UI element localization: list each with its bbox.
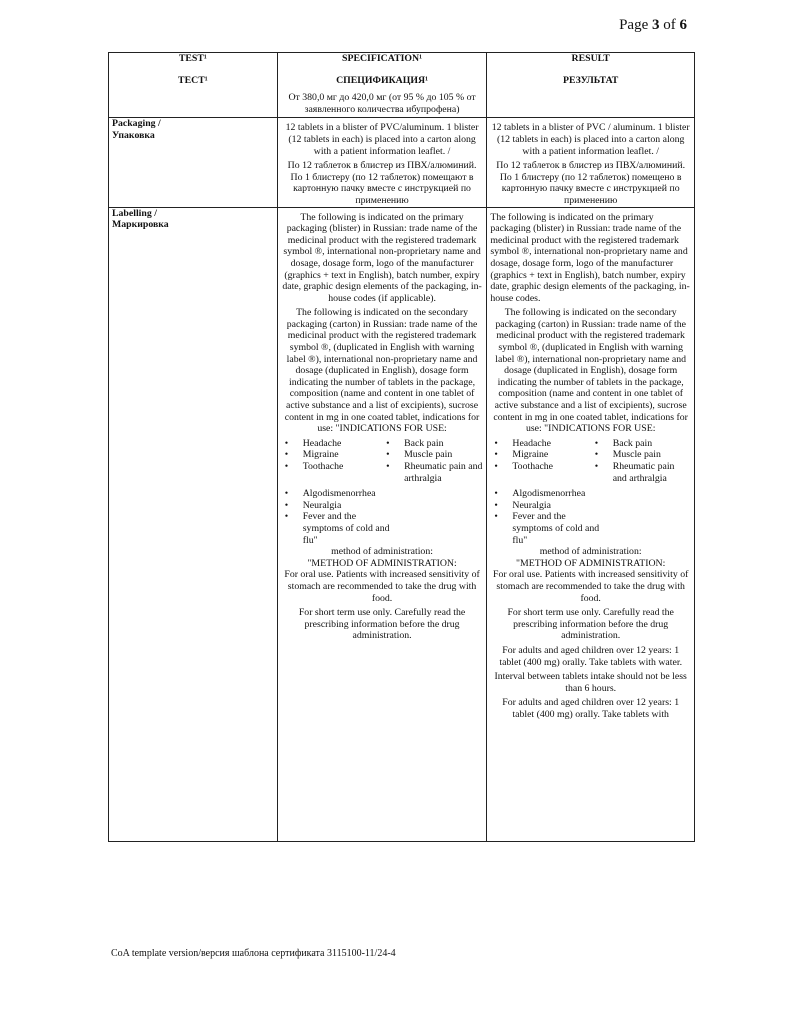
packaging-spec: 12 tablets in a blister of PVC/aluminum. 1 blister (12 tablets in each) is placed into a carton along with a patient information leaflet. / По 12 таблеток в блистер из ПВХ/алюминий. По 1 блистеру (по 12 таблеток) помещают в картонную пачку вместе с инструкцией по применению (277, 118, 487, 207)
header-specification: SPECIFICATION¹ СПЕЦИФИКАЦИЯ¹ От 380,0 мг до 420,0 мг (от 95 % до 105 % от заявленного количества ибупрофена) (277, 53, 487, 118)
table-row-labelling (109, 207, 695, 841)
packaging-result: 12 tablets in a blister of PVC / aluminum. 1 blister (12 tablets in each) is placed into a carton along with a patient information leaflet. / По 12 таблеток в блистер из ПВХ/алюминий. По 1 блистеру (по 12 таблеток) помещено в картонную пачку вместе с инструкцией по применению (487, 118, 695, 207)
indications-list: • Headache • Migraine • Toothache • Back pain • Muscle pain • Rheumatic pain and arthralgia (281, 438, 484, 484)
header-result: RESULT РЕЗУЛЬТАТ (487, 53, 695, 118)
header-test: TEST¹ ТЕСТ¹ (109, 53, 278, 118)
labelling-result: The following is indicated on the primary packaging (blister) in Russian: trade name of the medicinal product with the registered trademark symbol ®, international non-proprietary name and dosage, dosage form, logo of the manufacturer (graphics + text in English), batch number, expiry date, graphic design elements of the packaging, in-house codes. The following is indicated on the secondary packaging (carton) in Russian: trade name of the medicinal product with the registered trademark symbol ®, (duplicated in English with warning label ®), international non-proprietary name and dosage (duplicated in English), dosage form indicating the number of tablets in the package, composition (name and content in one tablet of active substance and a list of excipients), sucrose content in mg in one coated tablet, indications for use: "INDICATIONS FOR USE: • Headache • Migraine • Toothache • Back pain • Muscle pain • Rheumatic pain and arthralgia • Algodismenorrhea • Neuralgia • Fever and the symptoms of cold and flu" method of administration: "METHOD OF ADMINISTRATION: For oral use. Patients with increased sensitivity of stomach are recommended to take the drug with food. For short term use only. Carefully read the prescribing information before the drug administration. For adults and aged children over 12 years: 1 tablet (400 mg) orally. Take tablets with water. Interval between tablets intake should not be less than 6 hours. For adults and aged children over 12 years: 1 tablet (400 mg) orally. Take tablets with (487, 207, 695, 841)
indications-list: • Headache • Migraine • Toothache • Back pain • Muscle pain • Rheumatic pain and arthralgia (490, 438, 691, 484)
footer-template-version: CoA template version/версия шаблона сертификата 3115100-11/24-4 (111, 948, 396, 959)
spec-continuation: От 380,0 мг до 420,0 мг (от 95 % до 105 % от заявленного количества ибупрофена) (288, 92, 476, 115)
coa-table (108, 52, 695, 842)
table-header-row (109, 53, 695, 118)
labelling-label: Labelling / Маркировка (109, 207, 278, 841)
labelling-spec: The following is indicated on the primary packaging (blister) in Russian: trade name of the medicinal product with the registered trademark symbol ®, international non-proprietary name and dosage, dosage form, logo of the manufacturer (graphics + text in English), batch number, expiry date, graphic design elements of the packaging, in-house codes (if applicable). The following is indicated on the secondary packaging (carton) in Russian: trade name of the medicinal product with the registered trademark symbol ®, (duplicated in English with warning label ®), international non-proprietary name and dosage (duplicated in English), dosage form indicating the number of tablets in the package, composition (name and content in one tablet of active substance and a list of excipients), sucrose content in mg in one coated tablet, indications for use: "INDICATIONS FOR USE: • Headache • Migraine • Toothache • Back pain • Muscle pain • Rheumatic pain and arthralgia • Algodismenorrhea • Neuralgia • Fever and the symptoms of cold and flu" method of administration: "METHOD OF ADMINISTRATION: For oral use. Patients with increased sensitivity of stomach are recommended to take the drug with food. For short term use only. Carefully read the prescribing information before the drug administration. (277, 207, 487, 841)
packaging-label: Packaging / Упаковка (109, 118, 278, 207)
page-number: Page 3 of 6 (619, 17, 687, 33)
table-row-packaging (109, 118, 695, 207)
